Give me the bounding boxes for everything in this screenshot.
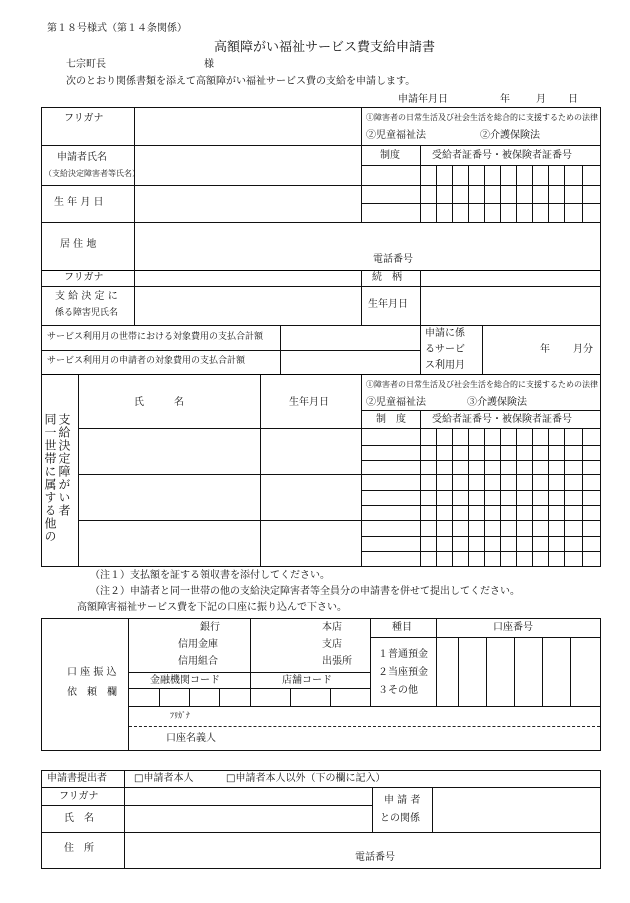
child-label-1: 支 給 決 定 に [55, 291, 118, 302]
household-label-a: 同一世帯に属する他の [43, 413, 57, 543]
submitter-label: 申請書提出者 [47, 773, 107, 784]
date-label: 申請年月日 [398, 94, 448, 105]
relation-label: 続 柄 [372, 272, 402, 283]
service-year-unit: 年 [540, 344, 550, 355]
intro-text: 次のとおり関係書類を添えて高額障がい福祉サービス費の支給を申請します。 [66, 76, 416, 87]
total-household-label: サービス利用月の世帯における対象費用の支払合計額 [47, 332, 264, 342]
submitter-option-self[interactable]: □申請者本人 [134, 773, 194, 784]
service-month-unit: 月分 [573, 344, 593, 355]
household-name-header: 氏 名 [134, 397, 184, 408]
submitter-furigana-label: フリガナ [59, 791, 99, 802]
law-option-1: ①障害者の日常生活及び社会生活を総合的に支援するための法律 [366, 113, 598, 122]
addressee: 七宗町長 [66, 59, 106, 70]
submitter-relation-1: 申 請 者 [384, 795, 421, 806]
system-label: 制度 [380, 150, 400, 161]
bank-left-label-1: 口 座 振 込 [67, 667, 117, 678]
total-applicant-label: サービス利用月の申請者の対象費用の支払合計額 [47, 356, 246, 366]
branch-type-shutchojo: 出張所 [322, 656, 352, 667]
bank-left-label-2: 依 頼 欄 [67, 687, 117, 698]
bank-intro: 高額障害福祉サービス費を下記の口座に振り込んで下さい。 [77, 602, 347, 613]
household-law-2: ②児童福祉法 [366, 397, 426, 408]
household-law-3: ③介護保険法 [467, 397, 527, 408]
household-label-b: 支給決定障がい者 [57, 413, 71, 517]
household-system-header: 制 度 [376, 414, 406, 425]
page-title: 高額障がい福祉サービス費支給申請書 [214, 40, 436, 55]
applicant-name-sub: （支給決定障害者等氏名） [44, 169, 140, 178]
holder-furigana-label: ﾌﾘｶﾞﾅ [170, 711, 190, 720]
applicant-name-label: 申請者氏名 [57, 152, 107, 163]
account-kind-2: ２当座預金 [378, 667, 428, 678]
service-month-3: ス利用月 [425, 360, 465, 371]
account-kind-3: ３その他 [378, 685, 418, 696]
law-option-2: ②児童福祉法 [366, 130, 426, 141]
bank-type-bank: 銀行 [200, 622, 220, 633]
account-kind-1: １普通預金 [378, 649, 428, 660]
cert-number-label: 受給者証番号・被保険者証番号 [432, 150, 572, 161]
law-option-3: ②介護保険法 [480, 130, 540, 141]
date-year: 年 [500, 94, 510, 105]
service-month-1: 申請に係 [425, 328, 465, 339]
household-cert-header: 受給者証番号・被保険者証番号 [432, 414, 572, 425]
date-month: 月 [536, 94, 546, 105]
branch-type-honten: 本店 [322, 622, 342, 633]
note-1: （注１）支払額を証する領収書を添付してください。 [90, 570, 330, 581]
household-birthdate-header: 生年月日 [289, 397, 329, 408]
service-month-2: るサービ [425, 344, 465, 355]
bank-type-shinkin: 信用金庫 [178, 639, 218, 650]
submitter-phone-label: 電話番号 [355, 852, 395, 863]
furigana-label-2: フリガナ [64, 272, 104, 283]
bank-type-kumiai: 信用組合 [178, 656, 218, 667]
submitter-relation-2: との関係 [380, 813, 420, 824]
furigana-label: フリガナ [64, 113, 104, 124]
birthdate-label: 生 年 月 日 [54, 197, 104, 208]
submitter-table [41, 770, 601, 869]
branch-type-shiten: 支店 [322, 639, 342, 650]
submitter-name-label: 氏 名 [64, 813, 94, 824]
account-number-header: 口座番号 [493, 622, 533, 633]
account-holder-label: 口座名義人 [166, 733, 216, 744]
account-kind-header: 種目 [392, 622, 412, 633]
submitter-option-other[interactable]: □申請者本人以外（下の欄に記入） [226, 773, 386, 784]
branch-code-label: 店舗コード [282, 675, 332, 686]
household-law-1: ①障害者の日常生活及び社会生活を総合的に支援するための法律 [366, 380, 598, 389]
phone-label: 電話番号 [373, 254, 413, 265]
honorific: 様 [204, 59, 214, 70]
bank-code-label: 金融機関コード [150, 675, 220, 686]
child-birthdate-label: 生年月日 [368, 299, 408, 310]
address-label: 居 住 地 [60, 239, 97, 250]
form-number: 第１８号様式（第１４条関係） [47, 23, 187, 34]
note-2: （注２）申請者と同一世帯の他の支給決定障害者等全員分の申請書を併せて提出してください。 [90, 586, 520, 597]
date-day: 日 [568, 94, 578, 105]
submitter-address-label: 住 所 [64, 843, 94, 854]
child-label-2: 係る障害児氏名 [55, 308, 119, 318]
